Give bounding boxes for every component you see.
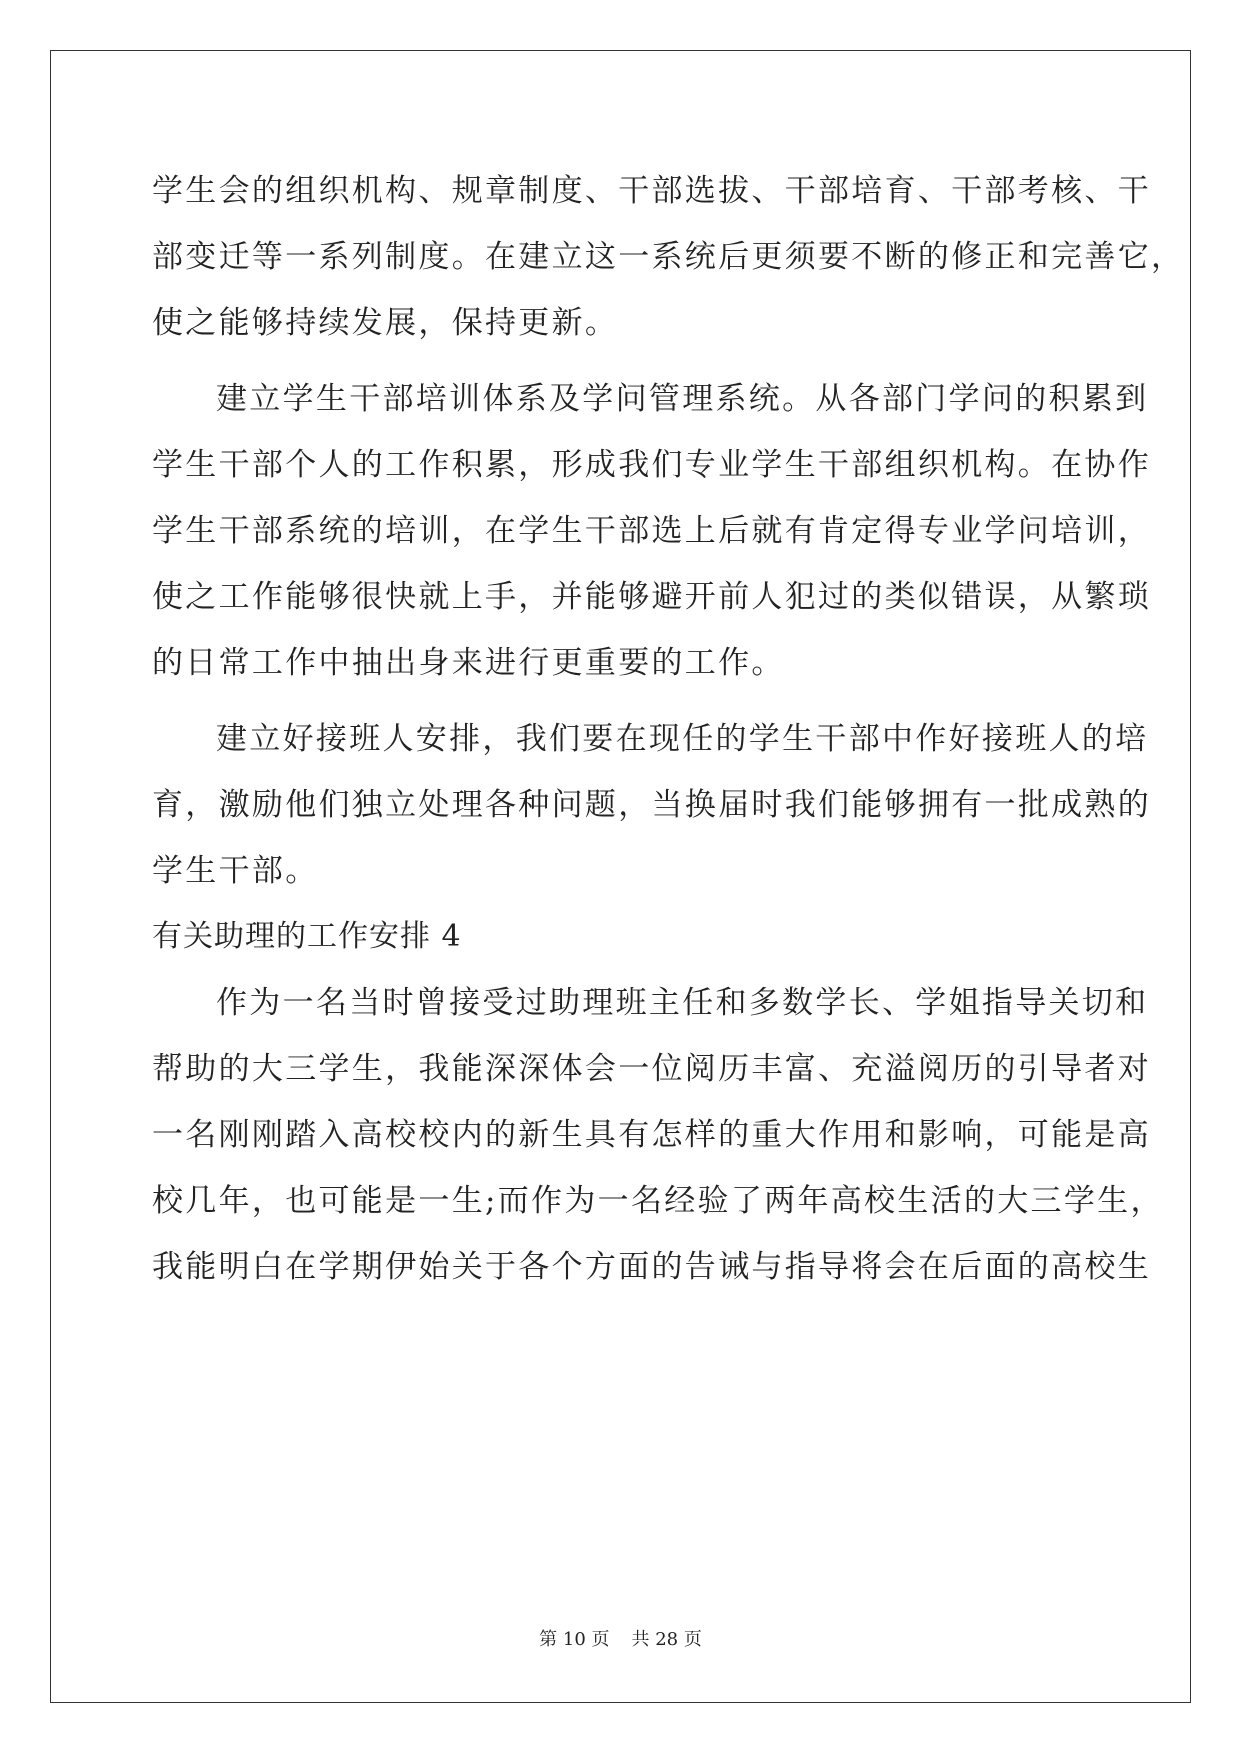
text-line: 的日常工作中抽出身来进行更重要的工作。 [152, 645, 785, 681]
text-line: 学生会的组织机构、规章制度、干部选拔、干部培育、干部考核、干 [152, 173, 1151, 209]
text-line: 育，激励他们独立处理各种问题，当换届时我们能够拥有一批成熟的 [152, 787, 1151, 823]
text-line: 使之工作能够很快就上手，并能够避开前人犯过的类似错误，从繁琐 [152, 579, 1151, 615]
page-total: 共 28 页 [631, 1629, 702, 1650]
text-line: 帮助的大三学生，我能深深体会一位阅历丰富、充溢阅历的引导者对 [152, 1051, 1151, 1087]
text-line: 校几年，也可能是一生;而作为一名经验了两年高校生活的大三学生， [152, 1183, 1164, 1219]
text-line: 我能明白在学期伊始关于各个方面的告诫与指导将会在后面的高校生 [152, 1249, 1151, 1285]
page-footer [0, 1625, 1241, 1651]
text-line: 学生干部个人的工作积累，形成我们专业学生干部组织机构。在协作 [152, 447, 1151, 483]
document-body [152, 158, 1185, 1300]
text-line: 学生干部系统的培训，在学生干部选上后就有肯定得专业学问培训， [152, 513, 1151, 549]
paragraph-first-line: 建立学生干部培训体系及学问管理系统。从各部门学问的积累到 [216, 381, 1149, 417]
text-line: 学生干部。 [152, 853, 319, 889]
text-line: 一名刚刚踏入高校校内的新生具有怎样的重大作用和影响，可能是高 [152, 1117, 1151, 1153]
paragraph-first-line: 作为一名当时曾接受过助理班主任和多数学长、学姐指导关切和 [216, 985, 1149, 1021]
page-number: 第 10 页 [539, 1629, 610, 1650]
text-line: 使之能够持续发展，保持更新。 [152, 305, 619, 341]
paragraph-first-line: 建立好接班人安排，我们要在现任的学生干部中作好接班人的培 [216, 721, 1149, 757]
section-heading: 有关助理的工作安排 4 [152, 919, 462, 954]
text-line: 部变迁等一系列制度。在建立这一系统后更须要不断的修正和完善它， [152, 239, 1185, 275]
